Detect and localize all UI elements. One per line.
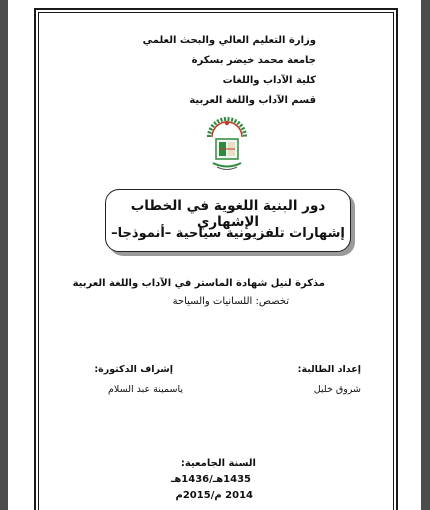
ministry-line: وزارة التعليم العالي والبحث العلمي [142, 35, 316, 46]
student-name: شروق خليل [313, 384, 361, 395]
supervisor-name: ياسمينة عبد السلام [108, 384, 183, 395]
faculty-line: كلية الآداب واللغات [222, 75, 316, 86]
university-seal-icon [203, 115, 251, 173]
memo-purpose: مذكرة لنيل شهادة الماستر في الآداب واللغة العربية [72, 278, 325, 289]
document-page [8, 0, 421, 510]
university-line: جامعة محمد خيضر بسكرة [191, 55, 316, 66]
student-label: إعداد الطالبة: [297, 364, 361, 375]
memo-specialty: تخصص: اللسانيات والسياحة [172, 296, 289, 307]
academic-year-label: السنة الجامعية: [180, 458, 256, 469]
thesis-subtitle: إشهارات تلفزيونية سياحية –أنموذجا– [111, 226, 345, 241]
academic-year-gregorian: 2014 م/2015م [175, 490, 253, 501]
thesis-title: دور البنية اللغوية في الخطاب الإشهاري [130, 198, 326, 230]
page-border-inner [38, 12, 394, 510]
department-line: قسم الآداب واللغة العربية [189, 95, 316, 106]
title-box [105, 189, 351, 252]
supervisor-label: إشراف الدكتورة: [94, 364, 173, 375]
academic-year-hijri: 1435هـ/1436هـ [170, 474, 251, 485]
